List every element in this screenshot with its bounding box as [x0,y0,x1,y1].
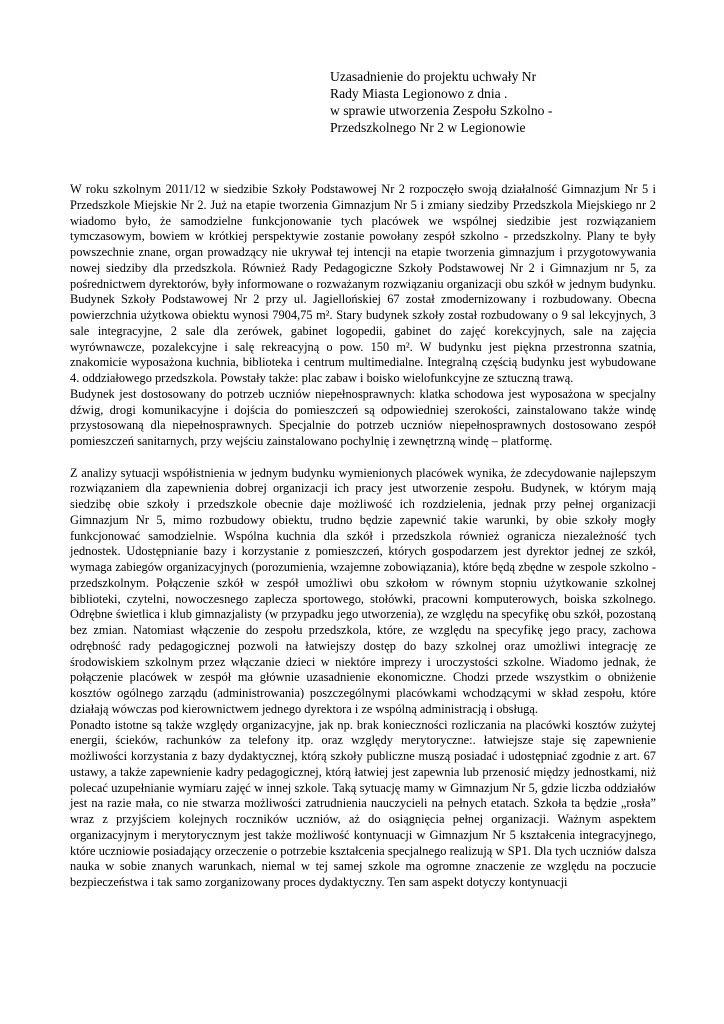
paragraph-organizational: Ponadto istotne są także względy organizacyjne, jak np. brak konieczności rozliczania na placówki kosztów zużytej energii, ścieków, rachunków za telefony itp. oraz względy merytoryczne:. łatwiejsze staje się zapewnienie możliwości korzystania z bazy dydaktycznej, którą szkoły publiczne muszą posiadać i udostępniać zgodnie z art. 67 ustawy, a także zapewnienie kadry pedagogicznej, którą łatwiej jest zapewnia lub przenosić między jednostkami, niż polecać uzupełnianie wymiaru zajęć w innej szkole. Taką sytuację mamy w Gimnazjum Nr 5, gdzie liczba oddziałów jest na razie mała, co nie stwarza możliwości zatrudnienia nauczycieli na pełnych etatach. Szkoła ta będzie „rosła” wraz z przyjściem kolejnych roczników uczniów, aż do osiągnięcia pełnej organizacji. Ważnym aspektem organizacyjnym i merytorycznym jest także możliwość kontynuacji w Gimnazjum Nr 5 kształcenia integracyjnego, które uczniowie posiadający orzeczenie o potrzebie kształcenia specjalnego realizują w SP1. Dla tych uczniów dalsza nauka w sobie znanych warunkach, niemal w tej samej szkole ma ogromne znaczenie ze względu na poczucie bezpieczeństwa i tak samo zorganizowany proces dydaktyczny. Ten sam aspekt dotyczy kontynuacji [70,717,656,889]
paragraph-analysis: Z analizy sytuacji współistnienia w jednym budynku wymienionych placówek wynika, że zdecydowanie najlepszym rozwiązaniem dla zapewnienia dobrej organizacji ich pracy jest utworzenie zespołu. Budynek, w którym mają siedzibę obie szkoły i przedszkole obecnie daje możliwość ich rozdzielenia, jednak przy pełnej organizacji Gimnazjum Nr 5, mimo rozbudowy obiektu, trudno będzie zapewnić takie warunki, by obie szkoły mogły funkcjonować samodzielnie. Wspólna kuchnia dla szkół i przedszkola również ogranicza niezależność tych jednostek. Udostępnianie bazy i korzystanie z pomieszczeń, których gospodarzem jest dyrektor jednej ze szkół, wymaga zabiegów organizacyjnych (porozumienia, wzajemne zobowiązania), które będą zbędne w zespole szkolno - przedszkolnym. Połączenie szkół w zespół umożliwi obu szkołom w równym stopniu użytkowanie szkolnej biblioteki, czytelni, nowoczesnego zaplecza sportowego, stołówki, pracowni komputerowych, boiska szkolnego. Odrębne świetlica i klub gimnazjalisty (w przypadku jego utworzenia), ze względu na specyfikę obu szkół, pozostaną bez zmian. Natomiast włączenie do zespołu przedszkola, które, ze względu na specyfikę jego pracy, zachowa odrębność rady pedagogicznej pozwoli na łatwiejszy dostęp do bazy szkolnej oraz umożliwi integrację ze środowiskiem szkolnym przez włączanie dzieci w niektóre imprezy i uroczystości szkolne. Wiadomo jednak, że połączenie placówek w zespół ma głównie uzasadnienie ekonomiczne. Chodzi przede wszystkim o obniżenie kosztów ogólnego zarządu (administrowania) poszczególnymi placówkami wchodzącymi w skład zespołu, które działają wówczas pod kierownictwem jednego dyrektora i ze wspólną administracją i obsługą. [70,465,656,716]
header-council-line: Rady Miasta Legionowo z dnia . [330,86,508,101]
document-header [330,68,700,136]
document-body [70,182,656,891]
header-subject-line: w sprawie utworzenia Zespołu Szkolno - [330,103,553,118]
paragraph-history: W roku szkolnym 2011/12 w siedzibie Szkoły Podstawowej Nr 2 rozpoczęło swoją działalność Gimnazjum Nr 5 i Przedszkole Miejskie Nr 2. Już na etapie tworzenia Gimnazjum Nr 5 i zmiany siedziby Przedszkola Miejskiego nr 2 wiadomo było, że samodzielne funkcjonowanie tych placówek we wspólnej siedzibie jest rozwiązaniem tymczasowym, bowiem w krótkiej perspektywie zostanie powołany zespół szkolno - przedszkolny. Plany te były powszechnie znane, organ prowadzący nie ukrywał tej intencji na etapie tworzenia gimnazjum i przygotowywania nowej siedziby dla przedszkola. Również Rady Pedagogiczne Szkoły Podstawowej Nr 2 i Gimnazjum nr 5, za pośrednictwem dyrektorów, były informowane o rozważanym rozwiązaniu organizacji obu szkół w jednym budynku. Budynek Szkoły Podstawowej Nr 2 przy ul. Jagiellońskiej 67 został zmodernizowany i rozbudowany. Obecna powierzchnia użytkowa obiektu wynosi 7904,75 m². Stary budynek szkoły został rozbudowany o 9 sal lekcyjnych, 3 sale integracyjne, 2 sale dla zerówek, gabinet logopedii, gabinet do zajęć korekcyjnych, sale na zajęcia wyrównawcze, pozalekcyjne i salę rekreacyjną o pow. 150 m². W budynku jest piękna przestronna szatnia, znakomicie wyposażona kuchnia, biblioteka i centrum multimedialne. Integralną częścią budynku jest wybudowane 4. oddziałowego przedszkola. Powstały także: plac zabaw i boisko wielofunkcyjne ze sztuczną trawą. [70,182,656,385]
paragraph-accessibility: Budynek jest dostosowany do potrzeb uczniów niepełnosprawnych: klatka schodowa jest wyposażona w specjalny dźwig, drogi komunikacyjne i dojścia do pomieszczeń są odpowiedniej szerokości, zainstalowano także windę przystosowaną dla niepełnosprawnych. Specjalnie do potrzeb uczniów niepełnosprawnych dostosowano zespół pomieszczeń sanitarnych, przy wejściu zainstalowano pochylnię i zewnętrzną windę – platformę. [70,386,656,448]
header-school-line: Przedszkolnego Nr 2 w Legionowie [330,120,526,135]
header-title-line: Uzasadnienie do projektu uchwały Nr [330,69,537,84]
